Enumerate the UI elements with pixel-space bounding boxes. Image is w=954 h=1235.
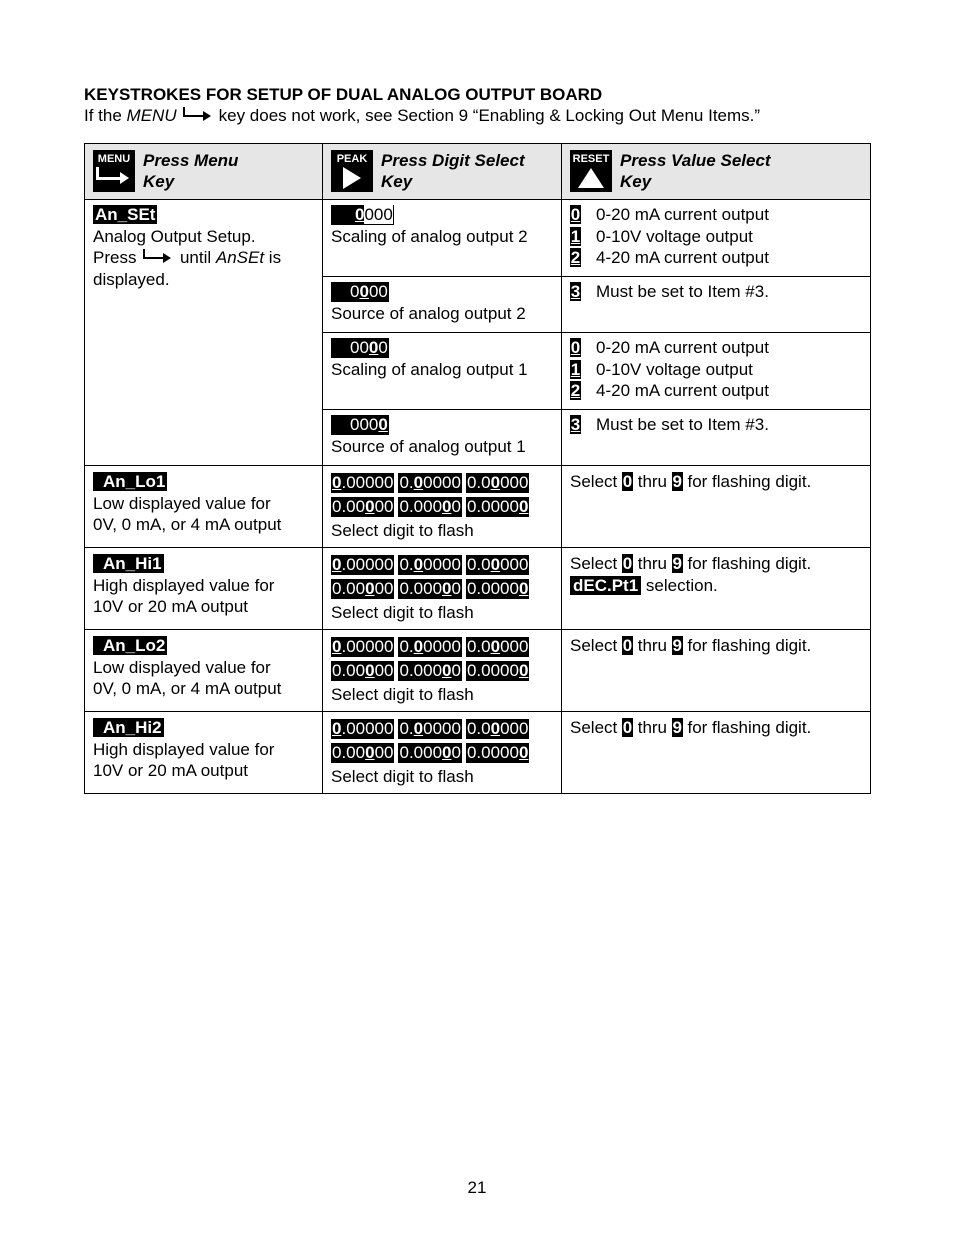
digit-desc: Source of analog output 1 — [331, 436, 526, 456]
value-desc-line1: High displayed value for — [93, 575, 275, 595]
display-value: 0.00000 — [332, 637, 394, 656]
digit-select-cell — [323, 630, 562, 712]
value-digit: 0 — [622, 472, 633, 491]
value-digit: 2 — [570, 381, 581, 400]
option-text: 4-20 mA current output — [596, 381, 769, 400]
select-prefix: Select — [570, 472, 618, 491]
display-value: 0.00000 — [332, 473, 394, 492]
menu-code: An_Lo1 — [93, 472, 167, 491]
select-mid: thru — [637, 636, 668, 655]
display-value: 0.00000 — [399, 661, 461, 680]
decimal-point-code: dEC.Pt1 — [570, 576, 641, 595]
value-digit: 0 — [622, 636, 633, 655]
header-peak-text: Press Digit Select — [381, 151, 525, 170]
menu-arrow-icon — [183, 106, 213, 127]
value-desc-line2: 0V, 0 mA, or 4 mA output — [93, 515, 282, 534]
anset-value-cell-4 — [562, 410, 871, 466]
value-desc-line2: 0V, 0 mA, or 4 mA output — [93, 679, 282, 698]
display-value: 0.00000 — [399, 473, 461, 492]
table-row — [85, 466, 871, 548]
menu-code: An_Hi2 — [93, 718, 164, 737]
page-title: KEYSTROKES FOR SETUP OF DUAL ANALOG OUTPUT BOARD — [84, 85, 603, 104]
anset-code: An_SEt — [95, 205, 156, 224]
option-text: 4-20 mA current output — [596, 248, 769, 267]
value-desc-line1: Low displayed value for — [93, 493, 271, 513]
anset-digit-cell-3 — [323, 333, 562, 410]
display-value: 0.00000 — [466, 555, 529, 574]
digit-caption: Select digit to flash — [331, 603, 474, 622]
display-value: 0000 — [331, 338, 389, 358]
digit-select-cell — [323, 548, 562, 630]
value-desc-line1: Low displayed value for — [93, 657, 271, 677]
anset-cell — [85, 200, 323, 466]
option-text: 0-20 mA current output — [596, 338, 769, 357]
anset-until: until — [179, 248, 212, 267]
select-suffix: for flashing digit. — [687, 636, 812, 655]
digit-desc: Scaling of analog output 2 — [331, 226, 528, 246]
anset-value-cell-1 — [562, 200, 871, 277]
value-digit: 0 — [570, 338, 581, 357]
display-value: 0000 — [331, 282, 389, 302]
value-digit: 2 — [570, 248, 581, 267]
select-prefix: Select — [570, 718, 618, 737]
value-digit: 9 — [672, 636, 682, 655]
display-value: 0.00000 — [332, 719, 394, 738]
page-number: 21 — [467, 1178, 487, 1197]
value-digit: 0 — [622, 554, 633, 573]
header-peak-text2: Key — [381, 172, 413, 191]
intro-suffix: key does not work, see Section 9 “Enabling & Locking Out Menu Items.” — [218, 106, 761, 125]
intro-prefix: If the — [84, 106, 122, 125]
intro-line — [84, 106, 760, 127]
select-suffix: for flashing digit. — [687, 472, 812, 491]
option-text: 0-10V voltage output — [596, 359, 753, 379]
header-menu — [85, 144, 323, 200]
keystroke-table — [84, 143, 871, 794]
display-value: 0.00000 — [332, 497, 394, 516]
menu-code: An_Hi1 — [93, 554, 164, 573]
intro-menu-word: MENU — [126, 106, 177, 125]
value-row-label-cell — [85, 712, 323, 794]
select-mid: thru — [637, 718, 668, 737]
value-row-label-cell — [85, 630, 323, 712]
select-suffix: for flashing digit. — [687, 718, 812, 737]
display-value: 0.00000 — [399, 555, 461, 574]
value-select-cell — [562, 630, 871, 712]
display-value: 0.00000 — [399, 743, 461, 762]
display-value: 0.00000 — [466, 661, 529, 680]
value-row-label-cell — [85, 548, 323, 630]
header-peak — [323, 144, 562, 200]
menu-key-icon: MENU — [93, 150, 135, 192]
select-prefix: Select — [570, 636, 618, 655]
display-value: 0.00000 — [466, 497, 529, 516]
table-row — [85, 200, 871, 277]
display-value: 0.00000 — [466, 743, 529, 762]
table-header-row — [85, 144, 871, 200]
extra-text: selection. — [645, 575, 718, 595]
display-value: 0.00000 — [399, 497, 461, 516]
option-text: 0-20 mA current output — [596, 205, 769, 224]
menu-code: An_Lo2 — [93, 636, 167, 655]
digit-select-cell — [323, 712, 562, 794]
anset-line3: displayed. — [93, 270, 170, 290]
table-row — [85, 548, 871, 630]
display-value: 0.00000 — [332, 579, 394, 598]
option-text: 0-10V voltage output — [596, 226, 753, 246]
anset-value-cell-2 — [562, 277, 871, 333]
anset-line1: Analog Output Setup. — [93, 226, 256, 246]
header-reset — [562, 144, 871, 200]
reset-key-icon: RESET — [570, 150, 612, 192]
value-digit: 3 — [570, 282, 581, 301]
value-digit: 9 — [672, 472, 682, 491]
anset-digit-cell-4 — [323, 410, 562, 466]
display-value: 0.00000 — [466, 579, 529, 598]
header-menu-text2: Key — [143, 172, 175, 191]
digit-caption: Select digit to flash — [331, 767, 474, 786]
table-row — [85, 630, 871, 712]
display-value: 0.00000 — [399, 637, 461, 656]
display-value: 0000 — [331, 205, 394, 225]
digit-caption: Select digit to flash — [331, 685, 474, 704]
display-value: 0.00000 — [466, 473, 529, 492]
display-value: 0.00000 — [332, 555, 394, 574]
value-digit: 1 — [570, 226, 581, 246]
value-digit: 9 — [672, 554, 682, 573]
anset-value-cell-3 — [562, 333, 871, 410]
value-desc-line2: 10V or 20 mA output — [93, 761, 248, 780]
header-reset-text: Press Value Select — [620, 151, 771, 170]
header-menu-text: Press Menu — [143, 151, 239, 170]
select-mid: thru — [637, 472, 668, 491]
value-digit: 0 — [622, 718, 633, 737]
display-value: 0.00000 — [399, 719, 461, 738]
header-reset-text2: Key — [620, 172, 652, 191]
value-digit: 3 — [570, 415, 581, 434]
select-prefix: Select — [570, 554, 618, 573]
value-desc-line2: 10V or 20 mA output — [93, 597, 248, 616]
digit-desc: Scaling of analog output 1 — [331, 359, 528, 379]
display-value: 0.00000 — [332, 743, 394, 762]
value-desc-line1: High displayed value for — [93, 739, 275, 759]
value-select-cell — [562, 466, 871, 548]
table-row — [85, 712, 871, 794]
menu-arrow-icon — [143, 248, 173, 270]
digit-select-cell — [323, 466, 562, 548]
display-value: 0.00000 — [399, 579, 461, 598]
display-value: 0.00000 — [466, 637, 529, 656]
digit-caption: Select digit to flash — [331, 521, 474, 540]
value-digit: 0 — [570, 205, 581, 224]
anset-digit-cell-2 — [323, 277, 562, 333]
option-text: Must be set to Item #3. — [596, 415, 769, 434]
select-suffix: for flashing digit. — [687, 554, 812, 573]
display-value: 0.00000 — [466, 719, 529, 738]
display-value: 0.00000 — [332, 661, 394, 680]
option-text: Must be set to Item #3. — [596, 282, 769, 301]
value-row-label-cell — [85, 466, 323, 548]
value-digit: 1 — [570, 359, 581, 379]
select-mid: thru — [637, 554, 668, 573]
peak-key-icon: PEAK — [331, 150, 373, 192]
value-digit: 9 — [672, 718, 682, 737]
anset-digit-cell-1 — [323, 200, 562, 277]
value-select-cell — [562, 548, 871, 630]
anset-press: Press — [93, 248, 137, 267]
digit-desc: Source of analog output 2 — [331, 303, 526, 323]
anset-italic: AnSEt — [215, 248, 265, 267]
display-value: 0000 — [331, 415, 389, 435]
anset-is: is — [268, 248, 282, 267]
value-select-cell — [562, 712, 871, 794]
